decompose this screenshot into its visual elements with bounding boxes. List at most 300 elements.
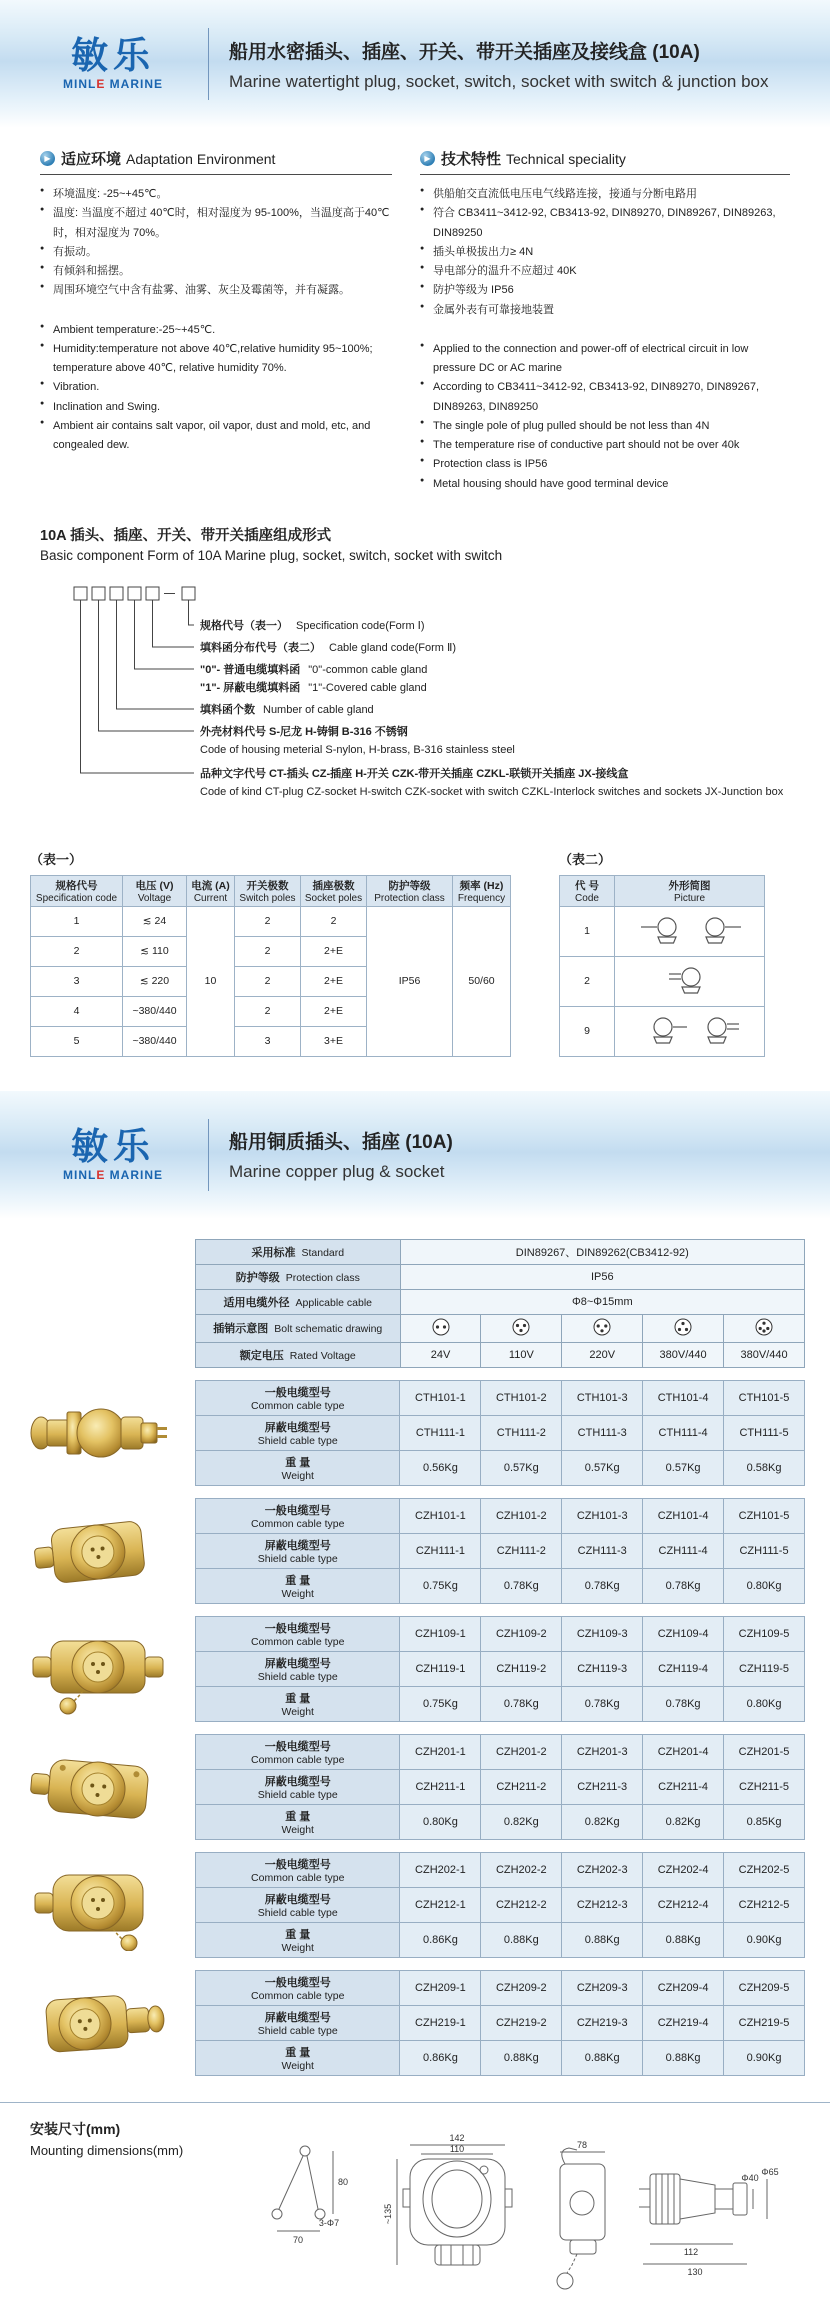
weight-row <box>196 1922 805 1957</box>
section-bullet-icon: ▶ <box>40 151 55 166</box>
logo-en-accent: E <box>96 1167 106 1182</box>
value-cell: CZH201-3 <box>562 1734 643 1769</box>
value-cell: CZH101-4 <box>643 1498 724 1533</box>
product-table <box>195 1852 805 1958</box>
value-cell: 0.86Kg <box>400 1922 481 1957</box>
common-type-row <box>196 1734 805 1769</box>
value-cell: CZH111-3 <box>562 1533 643 1568</box>
value-cell: 0.78Kg <box>481 1686 562 1721</box>
cell: 3 <box>235 1026 301 1056</box>
label-en: Code of housing meterial S-nylon, H-brass, B-316 stainless steel <box>200 743 515 756</box>
adaptation-heading <box>40 148 392 175</box>
list-item: ● Metal housing should have good terminal device <box>420 475 790 494</box>
value-cell: CTH111-3 <box>562 1415 643 1450</box>
weight-row <box>196 1804 805 1839</box>
weight-row <box>196 1686 805 1721</box>
product-table <box>195 1616 805 1722</box>
mounting-title-cn: 安装尺寸(mm) <box>30 2120 121 2137</box>
value-cell: CZH109-1 <box>400 1616 481 1651</box>
value-cell: 0.57Kg <box>481 1450 562 1485</box>
cell: ~380/440 <box>123 1026 187 1056</box>
logo-en-prefix: MINL <box>62 1167 97 1182</box>
list-item: ● Applied to the connection and power-off of electrical circuit in low pressure DC or AC marine <box>420 340 790 379</box>
spec-table-wrap <box>195 1239 830 2076</box>
logo-en-suffix: MARINE <box>105 77 163 91</box>
value-cell: CZH202-5 <box>724 1852 805 1887</box>
value-cell: CTH111-2 <box>481 1415 562 1450</box>
mounting-section <box>0 2102 830 2324</box>
cell: 2 <box>31 936 123 966</box>
weight-row <box>196 1568 805 1603</box>
row-label: 重 量 Weight <box>196 1450 400 1485</box>
gland-picture-1 <box>615 906 765 956</box>
product-block-czh209 <box>0 1970 830 2076</box>
value-cell: 0.88Kg <box>481 1922 562 1957</box>
list-item: ● The single pole of plug pulled should be not less than 4N <box>420 417 790 436</box>
code-label-common-gland <box>200 661 427 677</box>
logo-en-accent: E <box>96 77 106 91</box>
value-cell: CTH101-2 <box>481 1380 562 1415</box>
value-cell: CZH201-5 <box>724 1734 805 1769</box>
spec-label: 防护等级 Protection class <box>196 1264 401 1289</box>
mounting-dimension-drawing <box>225 2119 785 2299</box>
socket-photo-art <box>23 1505 173 1597</box>
cell: 1 <box>31 906 123 936</box>
cell: ≲ 24 <box>123 906 187 936</box>
pin-icon <box>754 1317 774 1337</box>
value-cell: CZH109-3 <box>562 1616 643 1651</box>
technical-heading <box>420 148 790 175</box>
cell: 2 <box>560 956 615 1006</box>
dim-112: 112 <box>683 2246 699 2257</box>
row-label: 屏蔽电缆型号 Shield cable type <box>196 2005 400 2040</box>
socket-photo-art <box>23 1741 173 1833</box>
value-cell: CZH211-2 <box>481 1769 562 1804</box>
dim-78: 78 <box>576 2139 588 2150</box>
product-photo <box>0 1623 195 1715</box>
dim-f40: Φ40 <box>741 2172 759 2183</box>
label-cn: "0"- 普通电缆填料函 <box>200 663 301 676</box>
value-cell: CZH209-5 <box>724 1970 805 2005</box>
row-label: 重 量 Weight <box>196 2040 400 2075</box>
common-type-row <box>196 1380 805 1415</box>
env-spec-section <box>0 128 830 494</box>
row-label: 一般电缆型号 Common cable type <box>196 1734 400 1769</box>
value-cell: CZH209-3 <box>562 1970 643 2005</box>
table-row <box>560 906 765 956</box>
page-title-en: Marine copper plug & socket <box>229 1162 445 1182</box>
list-item: ● 供船舶交直流低电压电气线路连接，接通与分断电路用 <box>420 185 790 204</box>
cell: 2 <box>235 996 301 1026</box>
value-cell: 0.80Kg <box>400 1804 481 1839</box>
value-cell: 0.82Kg <box>481 1804 562 1839</box>
list-item: ● Humidity:temperature not above 40℃,relative humidity 95~100%; temperature above 40℃, relative humidity 70%. <box>40 340 392 379</box>
code-label-gland-number <box>200 701 374 717</box>
col-header: 频率 (Hz) Frequency <box>453 875 511 906</box>
bolt-schematic-row <box>196 1314 805 1342</box>
common-type-row <box>196 1852 805 1887</box>
product-block-czh101 <box>0 1498 830 1604</box>
code-label-gland-code <box>200 639 456 655</box>
value-cell: CZH119-2 <box>481 1651 562 1686</box>
list-item: ● Inclination and Swing. <box>40 398 392 417</box>
code-structure-diagram <box>54 581 790 825</box>
form2-header-row <box>560 875 765 906</box>
cell: 3 <box>31 966 123 996</box>
value-cell: 0.57Kg <box>643 1450 724 1485</box>
technical-heading-en: Technical speciality <box>506 150 626 167</box>
shield-type-row <box>196 2005 805 2040</box>
dim-135: ~135 <box>383 2203 393 2224</box>
value-cell: 0.88Kg <box>562 2040 643 2075</box>
value-cell: CZH211-3 <box>562 1769 643 1804</box>
shield-type-row <box>196 1651 805 1686</box>
brand-logo-en <box>38 77 188 91</box>
value-cell: 0.80Kg <box>724 1686 805 1721</box>
value-cell: CZH219-2 <box>481 2005 562 2040</box>
list-item: ● 有倾斜和摇摆。 <box>40 262 392 281</box>
row-label: 屏蔽电缆型号 Shield cable type <box>196 1415 400 1450</box>
product-table <box>195 1970 805 2076</box>
value-cell: CZH201-2 <box>481 1734 562 1769</box>
label-en: "0"-common cable gland <box>308 663 428 676</box>
adaptation-column <box>40 148 392 494</box>
code-label-housing <box>200 723 800 756</box>
spec-label: 额定电压 Rated Voltage <box>196 1342 401 1367</box>
value-cell: CTH101-3 <box>562 1380 643 1415</box>
value-cell: CZH211-1 <box>400 1769 481 1804</box>
component-title-en: Basic component Form of 10A Marine plug, socket, switch, socket with switch <box>40 547 503 563</box>
table-row <box>196 1289 805 1314</box>
component-title-cn: 10A 插头、插座、开关、带开关插座组成形式 <box>40 527 332 544</box>
value-cell: CTH111-4 <box>643 1415 724 1450</box>
list-item: ● 环境温度: -25~+45℃。 <box>40 185 392 204</box>
col-header: 规格代号 Specification code <box>31 875 123 906</box>
cell-current: 10 <box>187 906 235 1056</box>
value-cell: 0.88Kg <box>643 2040 724 2075</box>
header-divider <box>208 28 209 100</box>
cell: 5 <box>31 1026 123 1056</box>
value-cell: 0.58Kg <box>724 1450 805 1485</box>
table-row <box>560 1006 765 1056</box>
shield-type-row <box>196 1769 805 1804</box>
product-table <box>195 1734 805 1840</box>
value-cell: CZH111-5 <box>724 1533 805 1568</box>
weight-row <box>196 1450 805 1485</box>
value-cell: CZH209-1 <box>400 1970 481 2005</box>
pin-icon <box>431 1317 451 1337</box>
value-cell: CZH101-3 <box>562 1498 643 1533</box>
value-cell: CZH109-5 <box>724 1616 805 1651</box>
value-cell: 0.88Kg <box>481 2040 562 2075</box>
page1-header <box>0 0 830 128</box>
socket-photo-art <box>23 1623 173 1715</box>
product-photo <box>0 1390 195 1476</box>
row-label: 屏蔽电缆型号 Shield cable type <box>196 1533 400 1568</box>
list-item: ● 有振动。 <box>40 243 392 262</box>
table-row <box>31 906 511 936</box>
gland-sketch-icon <box>625 961 755 999</box>
product-list <box>0 1380 830 2076</box>
list-item: ● According to CB3411~3412-92, CB3413-92, DIN89270, DIN89267, DIN89263, DIN89250 <box>420 378 790 417</box>
gland-picture-9 <box>615 1006 765 1056</box>
value-cell: CZH212-2 <box>481 1887 562 1922</box>
adaptation-heading-cn: 适应环境 <box>61 151 122 168</box>
value-cell: CZH219-4 <box>643 2005 724 2040</box>
table-row <box>196 1239 805 1264</box>
value-cell: CZH211-5 <box>724 1769 805 1804</box>
value-cell: CZH202-1 <box>400 1852 481 1887</box>
page2-header <box>0 1091 830 1219</box>
value-cell: 0.82Kg <box>562 1804 643 1839</box>
table-row <box>560 956 765 1006</box>
value-cell: 220V <box>562 1342 643 1367</box>
forms-section <box>0 825 830 1057</box>
form1-caption: （表一） <box>30 851 83 867</box>
value-cell: 380V/440 <box>643 1342 724 1367</box>
form2-table <box>559 875 765 1057</box>
cell: 9 <box>560 1006 615 1056</box>
value-cell: 0.57Kg <box>562 1450 643 1485</box>
cell: DIN89267、DIN89262(CB3412-92) <box>400 1239 804 1264</box>
value-cell: CZH212-5 <box>724 1887 805 1922</box>
cell: 2 <box>235 936 301 966</box>
page2-titles <box>229 1127 453 1182</box>
value-cell: CZH209-2 <box>481 1970 562 2005</box>
value-cell: CZH202-4 <box>643 1852 724 1887</box>
cell: ≲ 220 <box>123 966 187 996</box>
shield-type-row <box>196 1887 805 1922</box>
row-label: 一般电缆型号 Common cable type <box>196 1616 400 1651</box>
pin-diagram-220v <box>562 1314 643 1342</box>
row-label: 屏蔽电缆型号 Shield cable type <box>196 1651 400 1686</box>
value-cell: 0.78Kg <box>562 1686 643 1721</box>
product-photo <box>0 1505 195 1597</box>
adaptation-list-en <box>40 321 392 456</box>
rated-voltage-row <box>196 1342 805 1367</box>
row-label: 一般电缆型号 Common cable type <box>196 1852 400 1887</box>
section-bullet-icon: ▶ <box>420 151 435 166</box>
cell: 2+E <box>301 936 367 966</box>
row-label: 重 量 Weight <box>196 1804 400 1839</box>
row-label: 重 量 Weight <box>196 1686 400 1721</box>
pin-icon <box>592 1317 612 1337</box>
row-label: 一般电缆型号 Common cable type <box>196 1498 400 1533</box>
header-divider <box>208 1119 209 1191</box>
cell: 2 <box>235 966 301 996</box>
list-item: ● 温度: 当温度不超过 40℃时，相对湿度为 95-100%，当温度高于40℃时，相对湿度为 70%。 <box>40 204 392 243</box>
value-cell: CZH201-4 <box>643 1734 724 1769</box>
spec-label: 插销示意图 Bolt schematic drawing <box>196 1314 401 1342</box>
pin-diagram-24v <box>400 1314 481 1342</box>
socket-photo-art <box>23 1859 173 1951</box>
col-header: 代 号 Code <box>560 875 615 906</box>
value-cell: CTH101-5 <box>724 1380 805 1415</box>
value-cell: 0.78Kg <box>643 1686 724 1721</box>
list-item: ● 导电部分的温升不应超过 40K <box>420 262 790 281</box>
product-table <box>195 1380 805 1486</box>
common-type-row <box>196 1970 805 2005</box>
product-block-czh109 <box>0 1616 830 1722</box>
page-title-en: Marine watertight plug, socket, switch, socket with switch & junction box <box>229 71 769 91</box>
label-en: Number of cable gland <box>263 703 374 716</box>
code-label-kind <box>200 765 800 798</box>
value-cell: CZH101-2 <box>481 1498 562 1533</box>
mounting-title-en: Mounting dimensions(mm) <box>30 2142 184 2158</box>
value-cell: 0.88Kg <box>643 1922 724 1957</box>
product-photo <box>0 1859 195 1951</box>
list-item: ● 符合 CB3411~3412-92, CB3413-92, DIN89270, DIN89267, DIN89263, DIN89250 <box>420 204 790 243</box>
logo-en-prefix: MINL <box>62 77 97 91</box>
row-label: 重 量 Weight <box>196 1568 400 1603</box>
value-cell: CZH101-5 <box>724 1498 805 1533</box>
brand-logo <box>38 37 188 91</box>
value-cell: CZH119-4 <box>643 1651 724 1686</box>
pin-icon <box>673 1317 693 1337</box>
list-item: ● 周围环境空气中含有盐雾、油雾、灰尘及霉菌等，并有凝露。 <box>40 281 392 300</box>
list-item: ● The temperature rise of conductive part should not be over 40k <box>420 436 790 455</box>
value-cell: CZH212-1 <box>400 1887 481 1922</box>
list-item: ● 金属外表有可靠接地装置 <box>420 301 790 320</box>
product-table <box>195 1498 805 1604</box>
value-cell: 0.82Kg <box>643 1804 724 1839</box>
value-cell: CZH101-1 <box>400 1498 481 1533</box>
list-item: ● Ambient temperature:-25~+45℃. <box>40 321 392 340</box>
common-type-row <box>196 1498 805 1533</box>
plug-photo-art <box>23 1390 173 1476</box>
label-cn: "1"- 屏蔽电缆填料函 <box>200 681 301 694</box>
technical-list-cn <box>420 185 790 320</box>
value-cell: 0.86Kg <box>400 2040 481 2075</box>
dim-142: 142 <box>449 2132 465 2143</box>
value-cell: 0.75Kg <box>400 1568 481 1603</box>
component-form-section <box>0 494 830 825</box>
form1-table <box>30 875 511 1057</box>
dim-110: 110 <box>449 2143 465 2154</box>
brand-logo-cn: 敏乐 <box>71 1125 155 1167</box>
value-cell: 0.88Kg <box>562 1922 643 1957</box>
col-header: 电流 (A) Current <box>187 875 235 906</box>
cell: ~380/440 <box>123 996 187 1026</box>
list-item: ● Vibration. <box>40 378 392 397</box>
dim-f65: Φ65 <box>761 2166 779 2177</box>
value-cell: 0.75Kg <box>400 1686 481 1721</box>
adaptation-heading-en: Adaptation Environment <box>126 150 276 167</box>
page-title-cn: 船用铜质插头、插座 (10A) <box>229 1132 453 1154</box>
common-type-row <box>196 1616 805 1651</box>
product-block-czh201 <box>0 1734 830 1840</box>
list-item: ● 防护等级为 IP56 <box>420 281 790 300</box>
value-cell: CZH111-1 <box>400 1533 481 1568</box>
pin-diagram-380v-4p <box>724 1314 805 1342</box>
cell: 2 <box>301 906 367 936</box>
value-cell: CZH119-3 <box>562 1651 643 1686</box>
value-cell: CZH202-2 <box>481 1852 562 1887</box>
col-header: 开关极数 Switch poles <box>235 875 301 906</box>
cell-frequency: 50/60 <box>453 906 511 1056</box>
row-label: 一般电缆型号 Common cable type <box>196 1970 400 2005</box>
value-cell: 24V <box>400 1342 481 1367</box>
col-header: 防护等级 Protection class <box>367 875 453 906</box>
gland-sketch-icon <box>625 1011 755 1049</box>
list-item: ● Ambient air contains salt vapor, oil vapor, dust and mold, etc, and congealed dew. <box>40 417 392 456</box>
value-cell: CTH111-5 <box>724 1415 805 1450</box>
label-cn: 填料函个数 <box>200 703 255 716</box>
technical-list-en <box>420 340 790 494</box>
cell: IP56 <box>400 1264 804 1289</box>
value-cell: CZH212-4 <box>643 1887 724 1922</box>
cell: Φ8~Φ15mm <box>400 1289 804 1314</box>
pin-icon <box>511 1317 531 1337</box>
col-header: 插座极数 Socket poles <box>301 875 367 906</box>
page-title-cn: 船用水密插头、插座、开关、带开关插座及接线盒 (10A) <box>229 41 700 63</box>
label-cn: 规格代号（表一） <box>200 619 288 632</box>
spec-table <box>195 1239 805 1368</box>
label-en: Code of kind CT-plug CZ-socket H-switch CZK-socket with switch CZKL-Interlock switches and sockets JX-Junction box <box>200 785 784 798</box>
label-cn: 品种文字代号 CT-插头 CZ-插座 H-开关 CZK-带开关插座 CZKL-联锁开关插座 JX-接线盒 <box>200 767 629 780</box>
page1-titles <box>229 37 769 92</box>
value-cell: 110V <box>481 1342 562 1367</box>
value-cell: CZH219-5 <box>724 2005 805 2040</box>
value-cell: CZH219-1 <box>400 2005 481 2040</box>
label-en: Cable gland code(Form Ⅱ) <box>329 641 457 654</box>
form1-box <box>30 849 559 1057</box>
socket-photo-art <box>23 1977 173 2069</box>
value-cell: CZH111-2 <box>481 1533 562 1568</box>
cell: 2 <box>235 906 301 936</box>
value-cell: 380V/440 <box>724 1342 805 1367</box>
value-cell: CZH119-1 <box>400 1651 481 1686</box>
technical-heading-cn: 技术特性 <box>441 151 502 168</box>
gland-sketch-icon <box>625 911 755 949</box>
code-label-covered-gland <box>200 679 427 695</box>
form2-caption: （表二） <box>559 851 612 867</box>
adaptation-list-cn <box>40 185 392 301</box>
value-cell: CZH211-4 <box>643 1769 724 1804</box>
value-cell: CTH101-4 <box>643 1380 724 1415</box>
pin-diagram-380v <box>643 1314 724 1342</box>
col-header: 外形简图 Picture <box>615 875 765 906</box>
label-en: "1"-Covered cable gland <box>308 681 427 694</box>
cell: 1 <box>560 906 615 956</box>
dim-70: 70 <box>292 2234 304 2245</box>
spec-label: 适用电缆外径 Applicable cable <box>196 1289 401 1314</box>
list-item: ● Protection class is IP56 <box>420 455 790 474</box>
dim-80: 80 <box>337 2176 349 2187</box>
value-cell: 0.90Kg <box>724 1922 805 1957</box>
brand-logo-cn: 敏乐 <box>71 35 155 76</box>
value-cell: 0.80Kg <box>724 1568 805 1603</box>
product-photo <box>0 1977 195 2069</box>
mounting-title <box>30 2119 225 2304</box>
dim-3f7: 3-Φ7 <box>318 2217 340 2228</box>
value-cell: CTH101-1 <box>400 1380 481 1415</box>
weight-row <box>196 2040 805 2075</box>
value-cell: 0.78Kg <box>643 1568 724 1603</box>
value-cell: 0.78Kg <box>562 1568 643 1603</box>
product-photo <box>0 1741 195 1833</box>
value-cell: CZH209-4 <box>643 1970 724 2005</box>
cell: 4 <box>31 996 123 1026</box>
product-block-cth101 <box>0 1380 830 1486</box>
col-header: 电压 (V) Voltage <box>123 875 187 906</box>
value-cell: 0.85Kg <box>724 1804 805 1839</box>
value-cell: CZH219-3 <box>562 2005 643 2040</box>
gland-picture-2 <box>615 956 765 1006</box>
cell: ≲ 110 <box>123 936 187 966</box>
technical-column <box>420 148 790 494</box>
form1-header-row <box>31 875 511 906</box>
